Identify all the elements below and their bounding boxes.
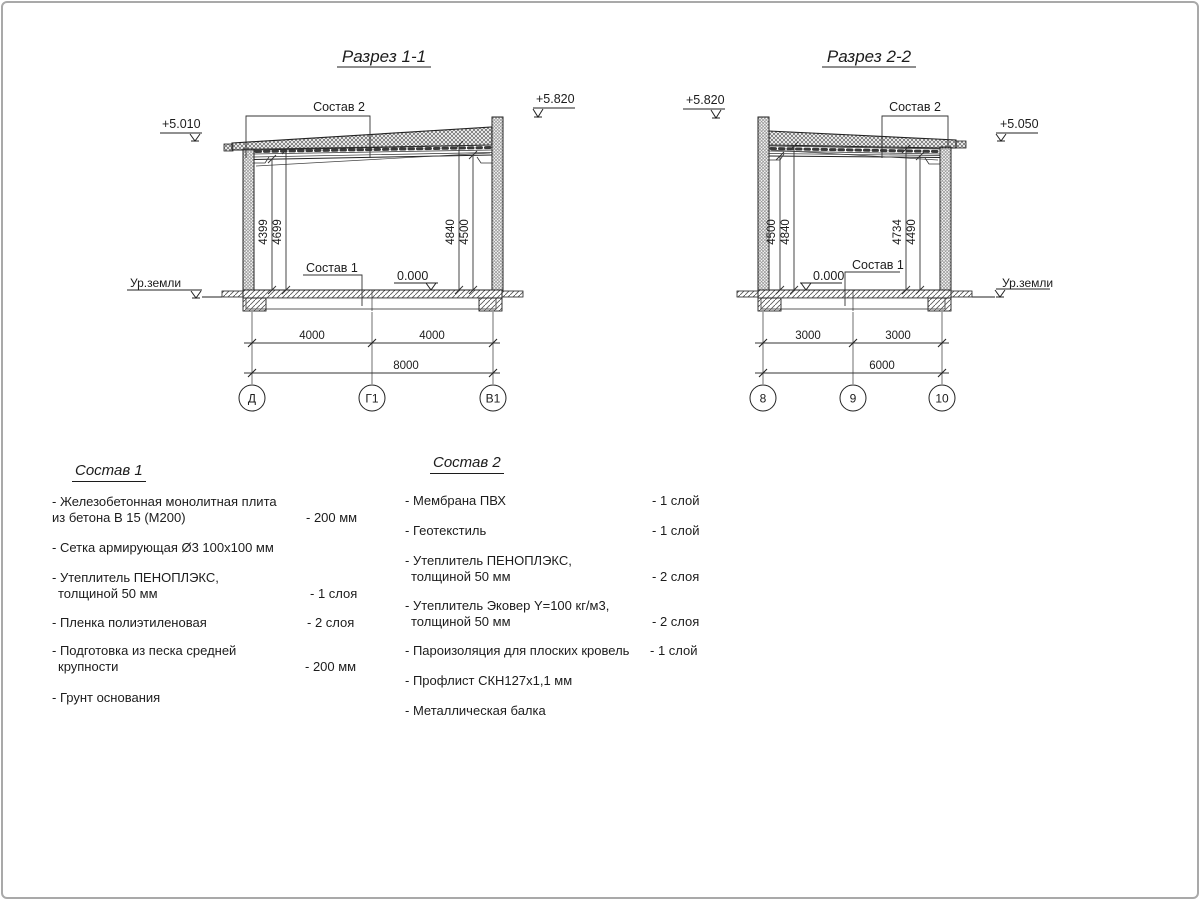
axis-label: 8 xyxy=(759,391,767,406)
level-mark-right xyxy=(533,92,575,117)
ground-label: Ур.земли xyxy=(1002,276,1054,290)
callout-label: Состав 1 xyxy=(306,261,358,275)
axis-markers xyxy=(239,385,506,411)
level-mark-right xyxy=(996,117,1039,141)
list-item xyxy=(405,553,715,585)
callout-label: Состав 2 xyxy=(313,100,365,114)
dim-text: 4734 xyxy=(892,219,904,245)
interior-dimensions-left xyxy=(766,142,798,294)
item-text: - Геотекстиль xyxy=(405,523,487,538)
axis-label: 10 xyxy=(935,391,949,406)
roof-slab xyxy=(232,127,492,150)
list-item xyxy=(405,598,715,630)
callout-label: Состав 2 xyxy=(889,100,941,114)
item-value: - 1 слой xyxy=(652,493,700,508)
item-text: - Мембрана ПВХ xyxy=(405,493,506,508)
roof-assembly xyxy=(224,127,492,166)
zero-level-mark xyxy=(394,269,438,290)
section-1-1-title: Разрез 1-1 xyxy=(341,47,427,66)
section-2-2 xyxy=(683,47,1053,411)
beam-bottom-flange xyxy=(254,155,492,160)
item-text: - Грунт основания xyxy=(52,690,161,705)
level-mark-symbol xyxy=(683,109,725,118)
item-value: - 2 слоя xyxy=(307,615,355,630)
list-item xyxy=(405,703,715,719)
dim-text: 4399 xyxy=(258,219,270,245)
list-item xyxy=(405,643,715,659)
ground-mark-symbol xyxy=(127,290,222,298)
floor-assembly xyxy=(737,290,972,311)
item-text: - Утеплитель Эковер Y=100 кг/м3, xyxy=(405,598,610,613)
level-mark-symbol xyxy=(800,283,842,290)
list-item xyxy=(405,523,715,539)
level-mark-symbol xyxy=(394,283,438,290)
floor-wing-right xyxy=(951,291,972,297)
dim-text: 4000 xyxy=(299,330,325,342)
item-text: - Металлическая балка xyxy=(405,703,546,718)
drawing-canvas xyxy=(0,0,1200,440)
ground-level-mark xyxy=(127,276,222,298)
wall-left-parapet xyxy=(758,117,769,290)
callout-label: Состав 1 xyxy=(852,258,904,272)
item-text: - Сетка армирующая Ø3 100х100 мм xyxy=(52,540,274,555)
dim-text: 4490 xyxy=(906,219,918,245)
item-text: - Пленка полиэтиленовая xyxy=(52,615,207,630)
list-item xyxy=(52,690,392,706)
floor-wing-left xyxy=(222,291,243,297)
ground-mark-symbol xyxy=(972,289,1050,297)
level-mark-symbol xyxy=(996,133,1038,141)
bottom-dimensions xyxy=(244,312,500,384)
dim-text: 6000 xyxy=(869,360,895,372)
deck-corrugation xyxy=(771,149,938,152)
ground-label: Ур.земли xyxy=(130,276,182,290)
foundation-pad-right xyxy=(479,298,502,311)
list-item xyxy=(52,615,392,631)
foundation-pad-left xyxy=(243,298,266,311)
list-item xyxy=(52,540,392,556)
axis-label: Г1 xyxy=(365,391,379,406)
dim-text: 4840 xyxy=(780,219,792,245)
foundation-pad-left xyxy=(758,298,781,311)
sand-bed xyxy=(246,298,496,309)
item-text: толщиной 50 мм xyxy=(411,614,511,629)
dim-text: 4699 xyxy=(272,219,284,245)
composition-1-title xyxy=(72,462,146,482)
dim-text: 3000 xyxy=(885,330,911,342)
dim-text: 8000 xyxy=(393,360,419,372)
wall-left xyxy=(243,149,254,290)
level-value: +5.820 xyxy=(536,92,575,106)
zero-value: 0.000 xyxy=(813,269,845,283)
item-value: - 2 слоя xyxy=(652,569,700,584)
item-text: толщиной 50 мм xyxy=(411,569,511,584)
item-text: - Утеплитель ПЕНОПЛЭКС, xyxy=(405,553,572,568)
beam-bottom-flange xyxy=(769,156,940,158)
item-text: толщиной 50 мм xyxy=(58,586,158,601)
section-1-1 xyxy=(127,47,575,411)
item-text: - Утеплитель ПЕНОПЛЭКС, xyxy=(52,570,219,585)
item-value: - 200 мм xyxy=(306,510,358,525)
item-value: - 1 слой xyxy=(652,523,700,538)
wall-right-parapet xyxy=(492,117,503,290)
roof-assembly xyxy=(769,131,966,164)
level-mark-symbol xyxy=(160,133,202,141)
level-value: +5.820 xyxy=(686,93,725,107)
list-item xyxy=(405,493,715,509)
ground-level-mark xyxy=(972,276,1053,297)
zero-level-mark xyxy=(800,269,844,290)
list-item xyxy=(52,494,392,526)
axis-label: В1 xyxy=(485,391,501,406)
item-text: из бетона В 15 (М200) xyxy=(52,510,186,525)
item-value: - 1 слой xyxy=(650,643,698,658)
foundation-pad-right xyxy=(928,298,951,311)
composition-2-title-text: Состав 2 xyxy=(433,454,501,471)
dim-text: 4840 xyxy=(445,219,457,245)
level-mark-symbol xyxy=(533,108,575,117)
floor-slab xyxy=(758,290,951,298)
floor-assembly xyxy=(222,290,523,311)
interior-dimensions-right xyxy=(445,141,477,294)
dim-text: 4500 xyxy=(766,219,778,245)
composition-2-title xyxy=(430,454,504,474)
level-value: +5.050 xyxy=(1000,117,1039,131)
item-value: - 2 слоя xyxy=(652,614,700,629)
section-2-2-title: Разрез 2-2 xyxy=(826,47,912,66)
list-item xyxy=(52,643,392,675)
dim-text: 4000 xyxy=(419,330,445,342)
list-item xyxy=(405,673,715,689)
dim-text: 4500 xyxy=(459,219,471,245)
item-text: крупности xyxy=(58,659,119,674)
bottom-dimensions xyxy=(755,312,949,384)
level-value: +5.010 xyxy=(162,117,201,131)
floor-wing-left xyxy=(737,291,758,297)
axis-label: Д xyxy=(247,391,257,406)
item-text: - Подготовка из песка средней xyxy=(52,643,237,658)
list-item xyxy=(52,570,392,602)
wall-right xyxy=(940,147,951,290)
item-text: - Профлист СКН127х1,1 мм xyxy=(405,673,573,688)
level-mark-left xyxy=(160,117,202,141)
item-text: - Железобетонная монолитная плита xyxy=(52,494,277,509)
floor-slab xyxy=(243,290,502,298)
roof-slab xyxy=(769,131,956,148)
item-value: - 1 слоя xyxy=(310,586,358,601)
dim-text: 3000 xyxy=(795,330,821,342)
axis-markers xyxy=(750,385,955,411)
dim-lines xyxy=(776,142,798,294)
corbel-right xyxy=(477,150,492,163)
interior-dimensions-left xyxy=(258,146,290,294)
level-mark-left xyxy=(683,93,725,118)
axis-label: 9 xyxy=(849,391,857,406)
floor-wing-right xyxy=(502,291,523,297)
zero-value: 0.000 xyxy=(397,269,429,283)
item-text: - Пароизоляция для плоских кровель xyxy=(405,643,630,658)
item-value: - 200 мм xyxy=(305,659,357,674)
dim-lines xyxy=(455,141,477,294)
roof-eave-piece xyxy=(956,141,966,148)
composition-1-title-text: Состав 1 xyxy=(75,462,143,479)
